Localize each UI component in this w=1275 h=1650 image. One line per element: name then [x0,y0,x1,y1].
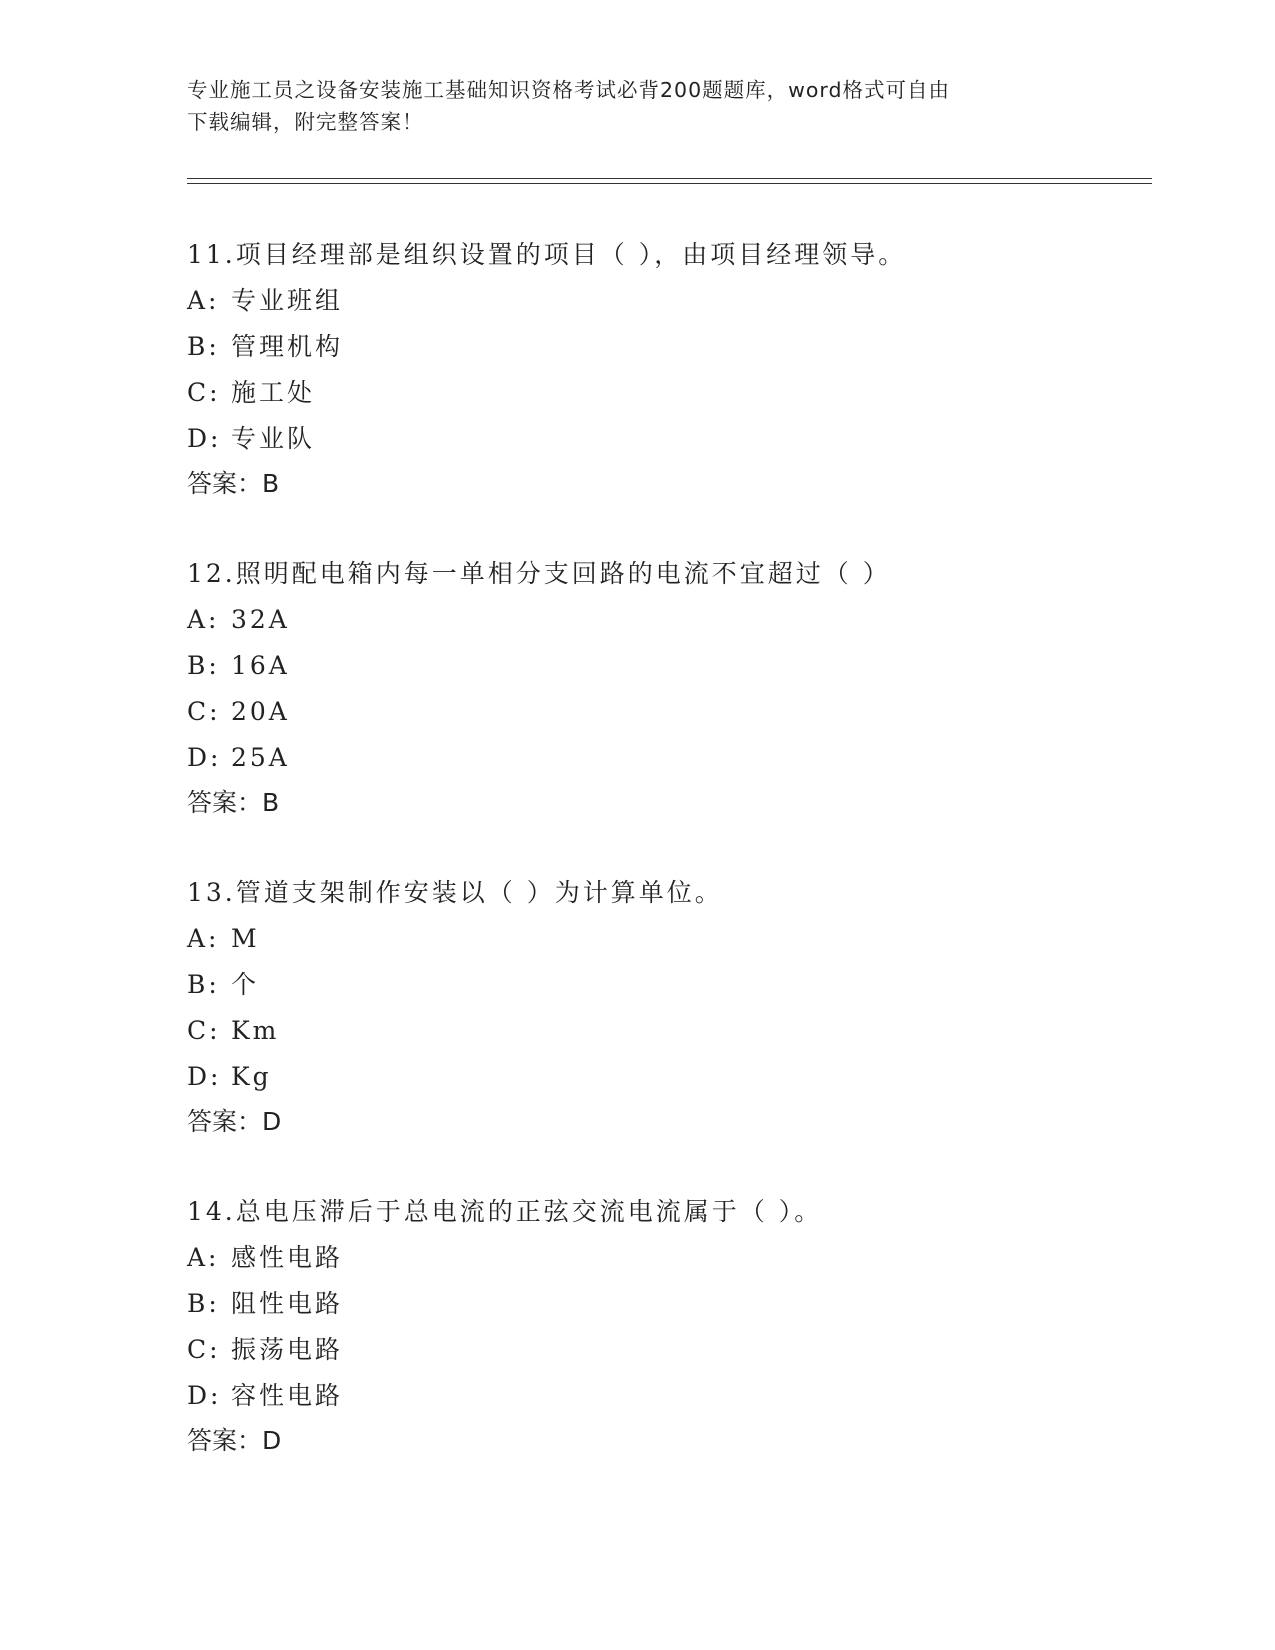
option-text: 感性电路 [231,1243,344,1272]
option-c [187,1327,1147,1373]
option-text: 施工处 [231,378,316,407]
option-text: M [231,924,260,953]
answer-line: 答案：B [187,788,280,817]
question-title: 11.项目经理部是组织设置的项目（ ），由项目经理领导。 [187,240,907,269]
option-letter: A: [187,924,220,953]
option-letter: D: [187,1381,222,1410]
option-text: 管理机构 [231,332,344,361]
option-a [187,1235,1147,1281]
option-letter: A: [187,286,220,315]
option-text: 阻性电路 [231,1289,344,1318]
option-letter: B: [187,651,220,680]
question-title: 13.管道支架制作安装以（ ）为计算单位。 [187,878,723,907]
option-letter: C: [187,697,221,726]
option-b [187,1281,1147,1327]
option-text: 个 [231,970,260,999]
question-block [187,551,1147,825]
option-letter: D: [187,424,222,453]
option-letter: B: [187,970,220,999]
header-line-2: 下载编辑，附完整答案！ [187,110,424,134]
option-text: Km [231,1016,280,1045]
option-letter: D: [187,1062,222,1091]
option-d [187,735,1147,781]
option-text: 专业班组 [231,286,344,315]
option-d [187,416,1147,462]
option-letter: B: [187,332,220,361]
option-a [187,278,1147,324]
header-divider-top [187,178,1152,179]
option-text: 20A [231,697,290,726]
option-b [187,643,1147,689]
answer-line: 答案：B [187,469,280,498]
option-text: 专业队 [231,424,316,453]
option-c [187,1008,1147,1054]
header-line-1: 专业施工员之设备安装施工基础知识资格考试必背200题题库，word格式可自由 [187,78,951,102]
option-letter: D: [187,743,222,772]
option-letter: C: [187,378,221,407]
option-c [187,370,1147,416]
option-letter: C: [187,1335,221,1364]
answer-line: 答案：D [187,1107,282,1136]
document-header [187,74,1067,138]
option-text: 容性电路 [231,1381,344,1410]
question-block [187,870,1147,1144]
question-title: 14.总电压滞后于总电流的正弦交流电流属于（ ）。 [187,1197,823,1226]
option-letter: A: [187,1243,220,1272]
option-c [187,689,1147,735]
option-letter: B: [187,1289,220,1318]
question-block [187,1189,1147,1463]
option-a [187,597,1147,643]
option-text: 振荡电路 [231,1335,344,1364]
header-divider-bottom [187,183,1152,184]
option-text: 25A [231,743,290,772]
option-text: 32A [231,605,290,634]
option-d [187,1373,1147,1419]
option-letter: C: [187,1016,221,1045]
option-a [187,916,1147,962]
option-text: 16A [231,651,290,680]
question-title: 12.照明配电箱内每一单相分支回路的电流不宜超过（ ） [187,559,891,588]
option-text: Kg [231,1062,272,1091]
question-block [187,232,1147,506]
option-b [187,324,1147,370]
option-d [187,1054,1147,1100]
answer-line: 答案：D [187,1426,282,1455]
option-letter: A: [187,605,220,634]
option-b [187,962,1147,1008]
